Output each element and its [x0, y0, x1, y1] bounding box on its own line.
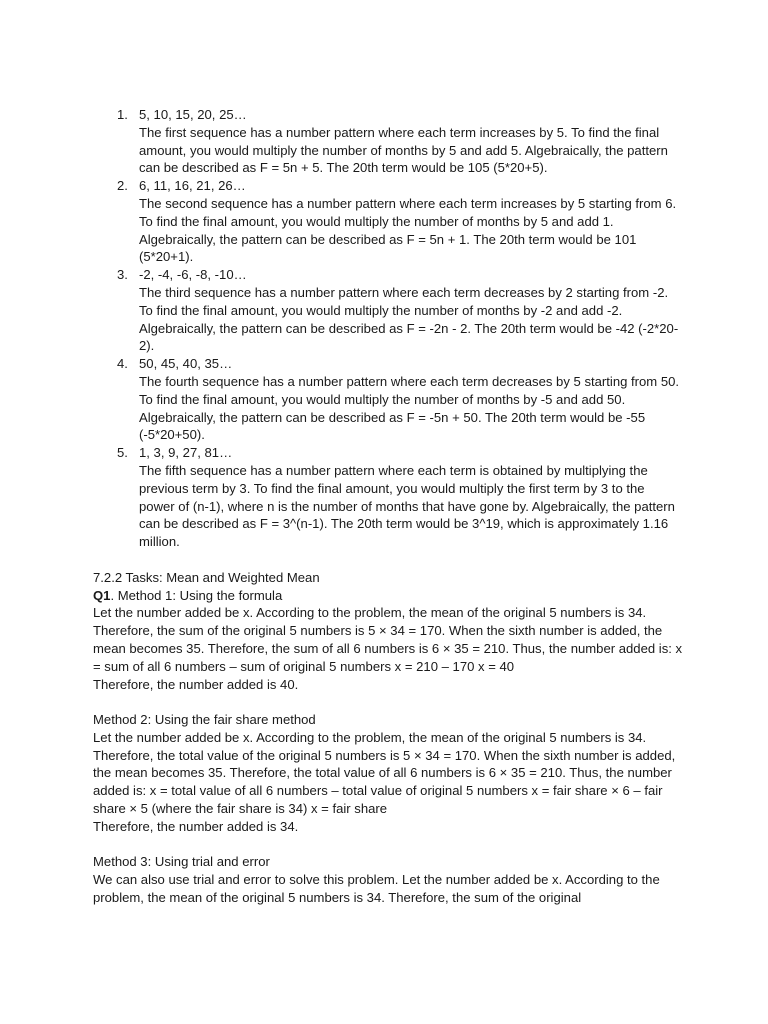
sequence-description: The fifth sequence has a number pattern where each term is obtained by multiplying the previous term by 3. To find the final amount, you would multiply the first term by 3 to the power of (n-1), where n is the number of months that have gone by. Algebraically, the pattern can be described as F = 3^(n-1). The 20th term would be 3^19, which is approximately 1.16 million.	[139, 462, 675, 550]
list-item	[93, 266, 683, 355]
sequence-description: The fourth sequence has a number pattern where each term decreases by 5 starting from 50. To find the final amount, you would multiply the number of months by -5 and add 50. Algebraically, the pattern can be described as F = -5n + 50. The 20th term would be -55 (-5*20+50).	[139, 373, 680, 443]
q1-method1-title	[93, 587, 683, 605]
sequence-terms: -2, -4, -6, -8, -10…	[139, 267, 247, 283]
method1-title-text: . Method 1: Using the formula	[110, 587, 283, 603]
list-item-number: 2.	[117, 178, 128, 194]
sequence-terms: 50, 45, 40, 35…	[139, 356, 233, 372]
list-item	[93, 177, 683, 266]
q1-method1	[93, 587, 683, 694]
list-item-number: 1.	[117, 107, 128, 122]
method3-body: We can also use trial and error to solve this problem. Let the number added be x. According to the problem, the mean of the original 5 numbers is 34. Therefore, the sum of the original	[93, 872, 660, 906]
sequence-description: The second sequence has a number pattern where each term increases by 5 starting from 6. To find the final amount, you would multiply the number of months by 5 and add 1. Algebraically, the pattern can be described as F = 5n + 1. The 20th term would be 101 (5*20+1).	[139, 195, 677, 265]
section-heading: 7.2.2 Tasks: Mean and Weighted Mean	[93, 569, 320, 585]
method2-title: Method 2: Using the fair share method	[93, 712, 316, 728]
method3-title: Method 3: Using trial and error	[93, 854, 270, 870]
method1-body: Let the number added be x. According to the problem, the mean of the original 5 numbers is 34. Therefore, the sum of the original 5 numbers is 5 × 34 = 170. When the sixth number is added, the mean becomes 35. Therefore, the sum of all 6 numbers is 6 × 35 = 210. Thus, the number added is: x = sum of all 6 numbers – sum of original 5 numbers x = 210 – 170 x = 40	[93, 605, 683, 674]
sequence-list	[93, 106, 683, 551]
sequence-description: The third sequence has a number pattern where each term decreases by 2 starting from -2. To find the final amount, you would multiply the number of months by -2 and add -2. Algebraically, the pattern can be described as F = -2n - 2. The 20th term would be -42 (-2*20-2).	[139, 284, 679, 354]
q1-method3	[93, 853, 683, 906]
list-item-number: 5.	[117, 445, 128, 461]
document-content	[93, 106, 683, 907]
sequence-terms: 5, 10, 15, 20, 25…	[139, 107, 247, 122]
q1-method2	[93, 711, 683, 836]
list-item	[93, 355, 683, 444]
list-item-number: 4.	[117, 356, 128, 372]
list-item-number: 3.	[117, 267, 128, 283]
list-item	[93, 444, 683, 551]
sequence-terms: 6, 11, 16, 21, 26…	[139, 178, 246, 194]
list-item	[93, 106, 683, 177]
sequence-terms: 1, 3, 9, 27, 81…	[139, 445, 233, 461]
question-label: Q1	[93, 587, 111, 603]
method2-body: Let the number added be x. According to the problem, the mean of the original 5 numbers is 34. Therefore, the total value of the original 5 numbers is 5 × 34 = 170. When the sixth number is added, the mean becomes 35. Therefore, the total value of all 6 numbers is 6 × 35 = 210. Thus, the number added is: x = total value of all 6 numbers – total value of original 5 numbers x = fair share × 6 – fair share × 5 (where the fair share is 34) x = fair share	[93, 729, 676, 817]
sequence-description: The first sequence has a number pattern where each term increases by 5. To find the final amount, you would multiply the number of months by 5 and add 5. Algebraically, the pattern can be described as F = 5n + 5. The 20th term would be 105 (5*20+5).	[139, 124, 668, 176]
method2-conclusion: Therefore, the number added is 34.	[93, 818, 299, 834]
method1-conclusion: Therefore, the number added is 40.	[93, 676, 299, 692]
